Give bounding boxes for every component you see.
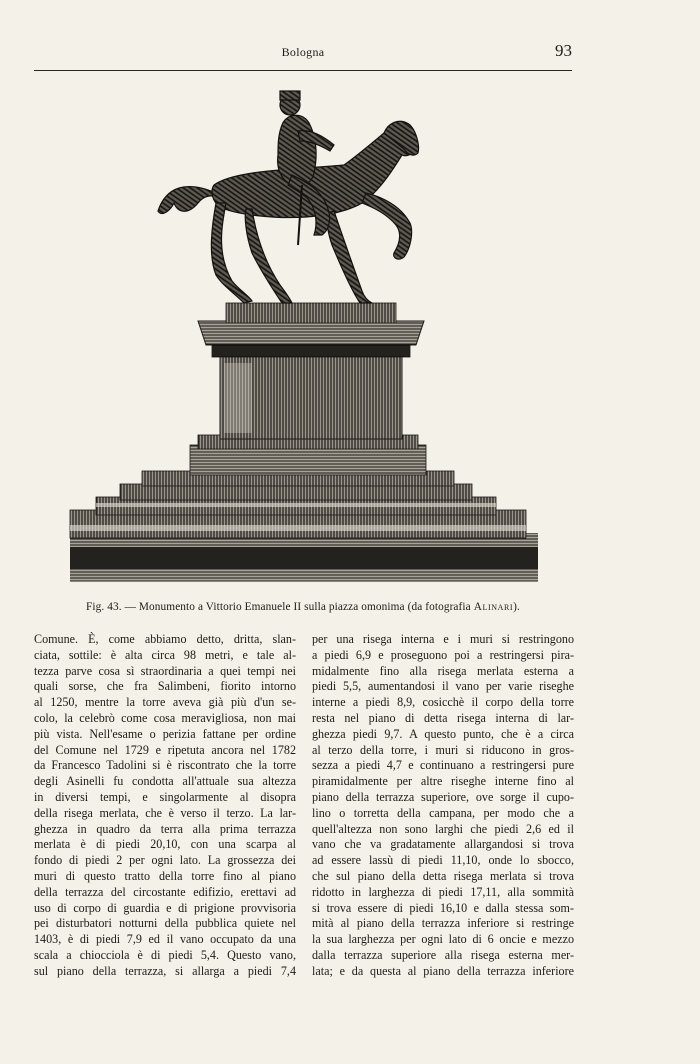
text-line: ad essere lassù di piedi 11,10, onde lo sbocco,	[312, 853, 574, 868]
text-line: mità al piano della terrazza inferiore si restringe	[312, 916, 574, 931]
text-line: colo, la celebrò come cosa meravigliosa, non mai	[34, 710, 296, 725]
text-line: muri di questo tratto della torre fino al piano	[34, 868, 296, 883]
figure-engraving	[66, 85, 542, 591]
text-line: degli Asinelli fu condotta all'attuale sua altezza	[34, 774, 296, 789]
text-line: 1403, è di piedi 7,9 ed il vano occupato da una	[34, 932, 296, 947]
text-line: uso di corpo di guardia e di prigione provvisoria	[34, 900, 296, 915]
text-line: in diversi tempi, e singolarmente al disopra	[34, 789, 296, 804]
right-text-column	[312, 632, 574, 980]
text-line: sezza a piedi 4,7 e continuano a restringersi pure	[312, 758, 574, 773]
text-line: più vista. Nell'esame o perizia fattane per ordine	[34, 726, 296, 741]
text-line: pei disturbatori notturni della pubblica quiete nel	[34, 916, 296, 931]
text-line: lata; e da questa al piano della terrazza inferiore	[312, 963, 574, 978]
caption-credit: Alinari	[473, 601, 514, 613]
page-number: 93	[555, 41, 572, 60]
text-line: si trova essere di piedi 16,10 e dalla stessa som-	[312, 900, 574, 915]
text-line: midalmente fino alla risega merlata esterna a	[312, 663, 574, 678]
text-line: resta nel piano di detta risega interna di lar-	[312, 710, 574, 725]
text-line: fondo di piedi 2 per ogni lato. La grossezza dei	[34, 853, 296, 868]
text-line: a piedi 6,9 e proseguono poi a restringersi pira-	[312, 647, 574, 662]
equestrian-statue-icon	[66, 85, 542, 591]
text-line: merlata è di piedi 20,10, con una scarpa al	[34, 837, 296, 852]
text-line: da Francesco Tadolini si è riscontrato che la torre	[34, 758, 296, 773]
text-line: ghezza piedi 9,7. A questo punto, che è a circa	[312, 726, 574, 741]
figure-caption	[34, 601, 572, 613]
text-line: lino o torretta della campana, per modo che a	[312, 805, 574, 820]
text-line: dalla terrazza superiore alla risega esterna mer-	[312, 947, 574, 962]
text-line: Comune. È, come abbiamo detto, dritta, slan-	[34, 632, 296, 646]
caption-text: Fig. 43. — Monumento a Vittorio Emanuele II sulla piazza omonima (da fotografia	[86, 601, 474, 613]
running-title: Bologna	[281, 45, 325, 59]
text-line: scala a chiocciola è di piedi 5,4. Questo vano,	[34, 947, 296, 962]
text-line: ghezza in quadro da terra alla prima terrazza	[34, 821, 296, 836]
caption-suffix: ).	[513, 601, 520, 613]
text-line: del Comune nel 1729 e ripetuta ancora nel 1782	[34, 742, 296, 757]
text-line: piano della terrazza superiore, ove sorge il cupo-	[312, 789, 574, 804]
text-line: quali sorse, che fra Salimbeni, fiorito intorno	[34, 679, 296, 694]
text-line: sul piano della terrazza, si allarga a piedi 7,4	[34, 963, 296, 978]
text-line: che sul piano della detta risega merlata si trova	[312, 868, 574, 883]
text-line: piedi 5,5, aumentandosi il vano per varie riseghe	[312, 679, 574, 694]
text-line: tezza parve cosa sì straordinaria a quei tempi nei	[34, 663, 296, 678]
text-line: per una risega interna e i muri si restringono	[312, 632, 574, 646]
text-line: ridotto in larghezza di piedi 17,11, alla sommità	[312, 884, 574, 899]
running-header	[34, 40, 572, 71]
left-text-column	[34, 632, 296, 980]
text-line: ciata, sottile: è alta circa 98 metri, e tale al-	[34, 647, 296, 662]
text-line: della terrazza del circostante edifizio, erettavi ad	[34, 884, 296, 899]
text-line: la sua larghezza per ogni lato di 6 oncie e mezzo	[312, 932, 574, 947]
text-line: piramidalmente per altre riseghe interne fino al	[312, 774, 574, 789]
text-line: vano che va gradatamente allargandosi si trova	[312, 837, 574, 852]
text-line: al 1250, mentre la torre aveva già più d'un se-	[34, 695, 296, 710]
text-line: quell'altezza non sono larghi che piedi 2,6 ed il	[312, 821, 574, 836]
text-line: interne a piedi 8,9, cosicchè il corpo della torre	[312, 695, 574, 710]
text-line: della risega merlata, che è verso il terzo. La lar-	[34, 805, 296, 820]
text-line: al terzo della torre, i muri si riducono in gros-	[312, 742, 574, 757]
